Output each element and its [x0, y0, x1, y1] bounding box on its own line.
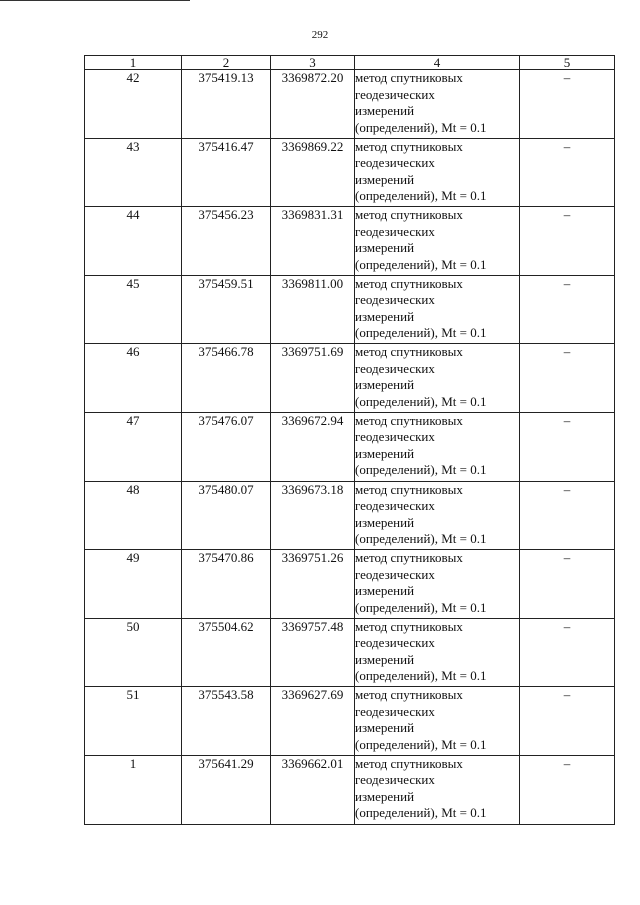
method-line: измерений — [355, 103, 415, 118]
method-line: (определений), Mt = 0.1 — [355, 256, 487, 272]
method-line: метод спутниковых — [355, 687, 463, 703]
column-header: 2 — [182, 56, 271, 70]
point-number: 44 — [85, 207, 182, 276]
y-coordinate: 3369811.00 — [271, 275, 355, 344]
y-coordinate: 3369672.94 — [271, 412, 355, 481]
x-coordinate: 375641.29 — [182, 755, 271, 824]
table-body — [85, 70, 615, 825]
column-5-value: – — [520, 550, 615, 619]
method-description — [355, 618, 520, 687]
method-line: (определений), Mt = 0.1 — [355, 188, 487, 204]
table-row — [85, 344, 615, 413]
x-coordinate: 375504.62 — [182, 618, 271, 687]
point-number: 1 — [85, 755, 182, 824]
x-coordinate: 375416.47 — [182, 138, 271, 207]
method-line: геодезических — [355, 498, 435, 514]
method-line: геодезических — [355, 703, 435, 719]
table-row — [85, 755, 615, 824]
point-number: 49 — [85, 550, 182, 619]
method-line: измерений — [355, 720, 415, 736]
column-5-value: – — [520, 275, 615, 344]
point-number: 50 — [85, 618, 182, 687]
method-line: измерений — [355, 445, 415, 461]
method-line: измерений — [355, 377, 415, 393]
method-line: метод спутниковых — [355, 412, 463, 428]
column-header: 5 — [520, 56, 615, 70]
column-5-value: – — [520, 755, 615, 824]
method-description — [355, 481, 520, 550]
x-coordinate: 375543.58 — [182, 687, 271, 756]
method-line: измерений — [355, 308, 415, 324]
method-line: геодезических — [355, 223, 435, 239]
y-coordinate: 3369751.26 — [271, 550, 355, 619]
column-5-value: – — [520, 344, 615, 413]
method-line: измерений — [355, 171, 415, 187]
method-line: измерений — [355, 514, 415, 530]
method-line: (определений), Mt = 0.1 — [355, 462, 487, 478]
table-row — [85, 70, 615, 139]
column-5-value: – — [520, 618, 615, 687]
method-description — [355, 550, 520, 619]
point-number: 51 — [85, 687, 182, 756]
method-line: геодезических — [355, 635, 435, 651]
method-line: (определений), Mt = 0.1 — [355, 668, 487, 684]
page-number: 292 — [311, 29, 329, 41]
column-5-value: – — [520, 687, 615, 756]
y-coordinate: 3369757.48 — [271, 618, 355, 687]
table-row — [85, 618, 615, 687]
method-line: геодезических — [355, 566, 435, 582]
method-line: (определений), Mt = 0.1 — [355, 393, 487, 409]
column-header: 1 — [85, 56, 182, 70]
method-line: (определений), Mt = 0.1 — [355, 325, 487, 341]
method-line: геодезических — [355, 86, 435, 102]
y-coordinate: 3369673.18 — [271, 481, 355, 550]
table-row — [85, 275, 615, 344]
method-line: геодезических — [355, 429, 435, 445]
method-line: геодезических — [355, 155, 435, 171]
x-coordinate: 375480.07 — [182, 481, 271, 550]
x-coordinate: 375470.86 — [182, 550, 271, 619]
method-line: геодезических — [355, 292, 435, 308]
table-row — [85, 550, 615, 619]
method-description — [355, 344, 520, 413]
point-number: 43 — [85, 138, 182, 207]
point-number: 42 — [85, 70, 182, 139]
point-number: 47 — [85, 412, 182, 481]
table-row — [85, 207, 615, 276]
method-line: геодезических — [355, 772, 435, 788]
method-description — [355, 755, 520, 824]
point-number: 45 — [85, 275, 182, 344]
table-row — [85, 687, 615, 756]
method-description — [355, 138, 520, 207]
top-rule — [0, 0, 190, 1]
method-line: геодезических — [355, 360, 435, 376]
method-line: метод спутниковых — [355, 344, 463, 360]
table-row — [85, 481, 615, 550]
method-line: измерений — [355, 788, 415, 804]
method-line: (определений), Mt = 0.1 — [355, 531, 487, 547]
method-description — [355, 275, 520, 344]
method-description — [355, 412, 520, 481]
column-5-value: – — [520, 70, 615, 139]
method-description — [355, 70, 520, 139]
coordinates-table — [84, 55, 615, 825]
method-line: метод спутниковых — [355, 550, 463, 566]
method-line: метод спутниковых — [355, 755, 463, 771]
column-header: 3 — [271, 56, 355, 70]
x-coordinate: 375419.13 — [182, 70, 271, 139]
x-coordinate: 375466.78 — [182, 344, 271, 413]
method-line: метод спутниковых — [355, 618, 463, 634]
column-5-value: – — [520, 412, 615, 481]
method-line: измерений — [355, 240, 415, 256]
method-line: метод спутниковых — [355, 138, 463, 154]
method-line: (определений), Mt = 0.1 — [355, 805, 487, 821]
method-line: (определений), Mt = 0.1 — [355, 599, 487, 615]
y-coordinate: 3369751.69 — [271, 344, 355, 413]
table-row — [85, 412, 615, 481]
method-line: метод спутниковых — [355, 481, 463, 497]
y-coordinate: 3369869.22 — [271, 138, 355, 207]
method-line: (определений), Mt = 0.1 — [355, 119, 487, 135]
x-coordinate: 375476.07 — [182, 412, 271, 481]
table-row — [85, 138, 615, 207]
column-header: 4 — [355, 56, 520, 70]
table-header-row — [85, 56, 615, 70]
point-number: 48 — [85, 481, 182, 550]
method-description — [355, 207, 520, 276]
method-line: метод спутниковых — [355, 70, 463, 85]
y-coordinate: 3369831.31 — [271, 207, 355, 276]
point-number: 46 — [85, 344, 182, 413]
column-5-value: – — [520, 138, 615, 207]
column-5-value: – — [520, 481, 615, 550]
method-line: метод спутниковых — [355, 207, 463, 223]
method-line: метод спутниковых — [355, 275, 463, 291]
method-line: (определений), Mt = 0.1 — [355, 736, 487, 752]
method-description — [355, 687, 520, 756]
method-line: измерений — [355, 651, 415, 667]
y-coordinate: 3369872.20 — [271, 70, 355, 139]
y-coordinate: 3369662.01 — [271, 755, 355, 824]
y-coordinate: 3369627.69 — [271, 687, 355, 756]
column-5-value: – — [520, 207, 615, 276]
x-coordinate: 375459.51 — [182, 275, 271, 344]
method-line: измерений — [355, 583, 415, 599]
x-coordinate: 375456.23 — [182, 207, 271, 276]
